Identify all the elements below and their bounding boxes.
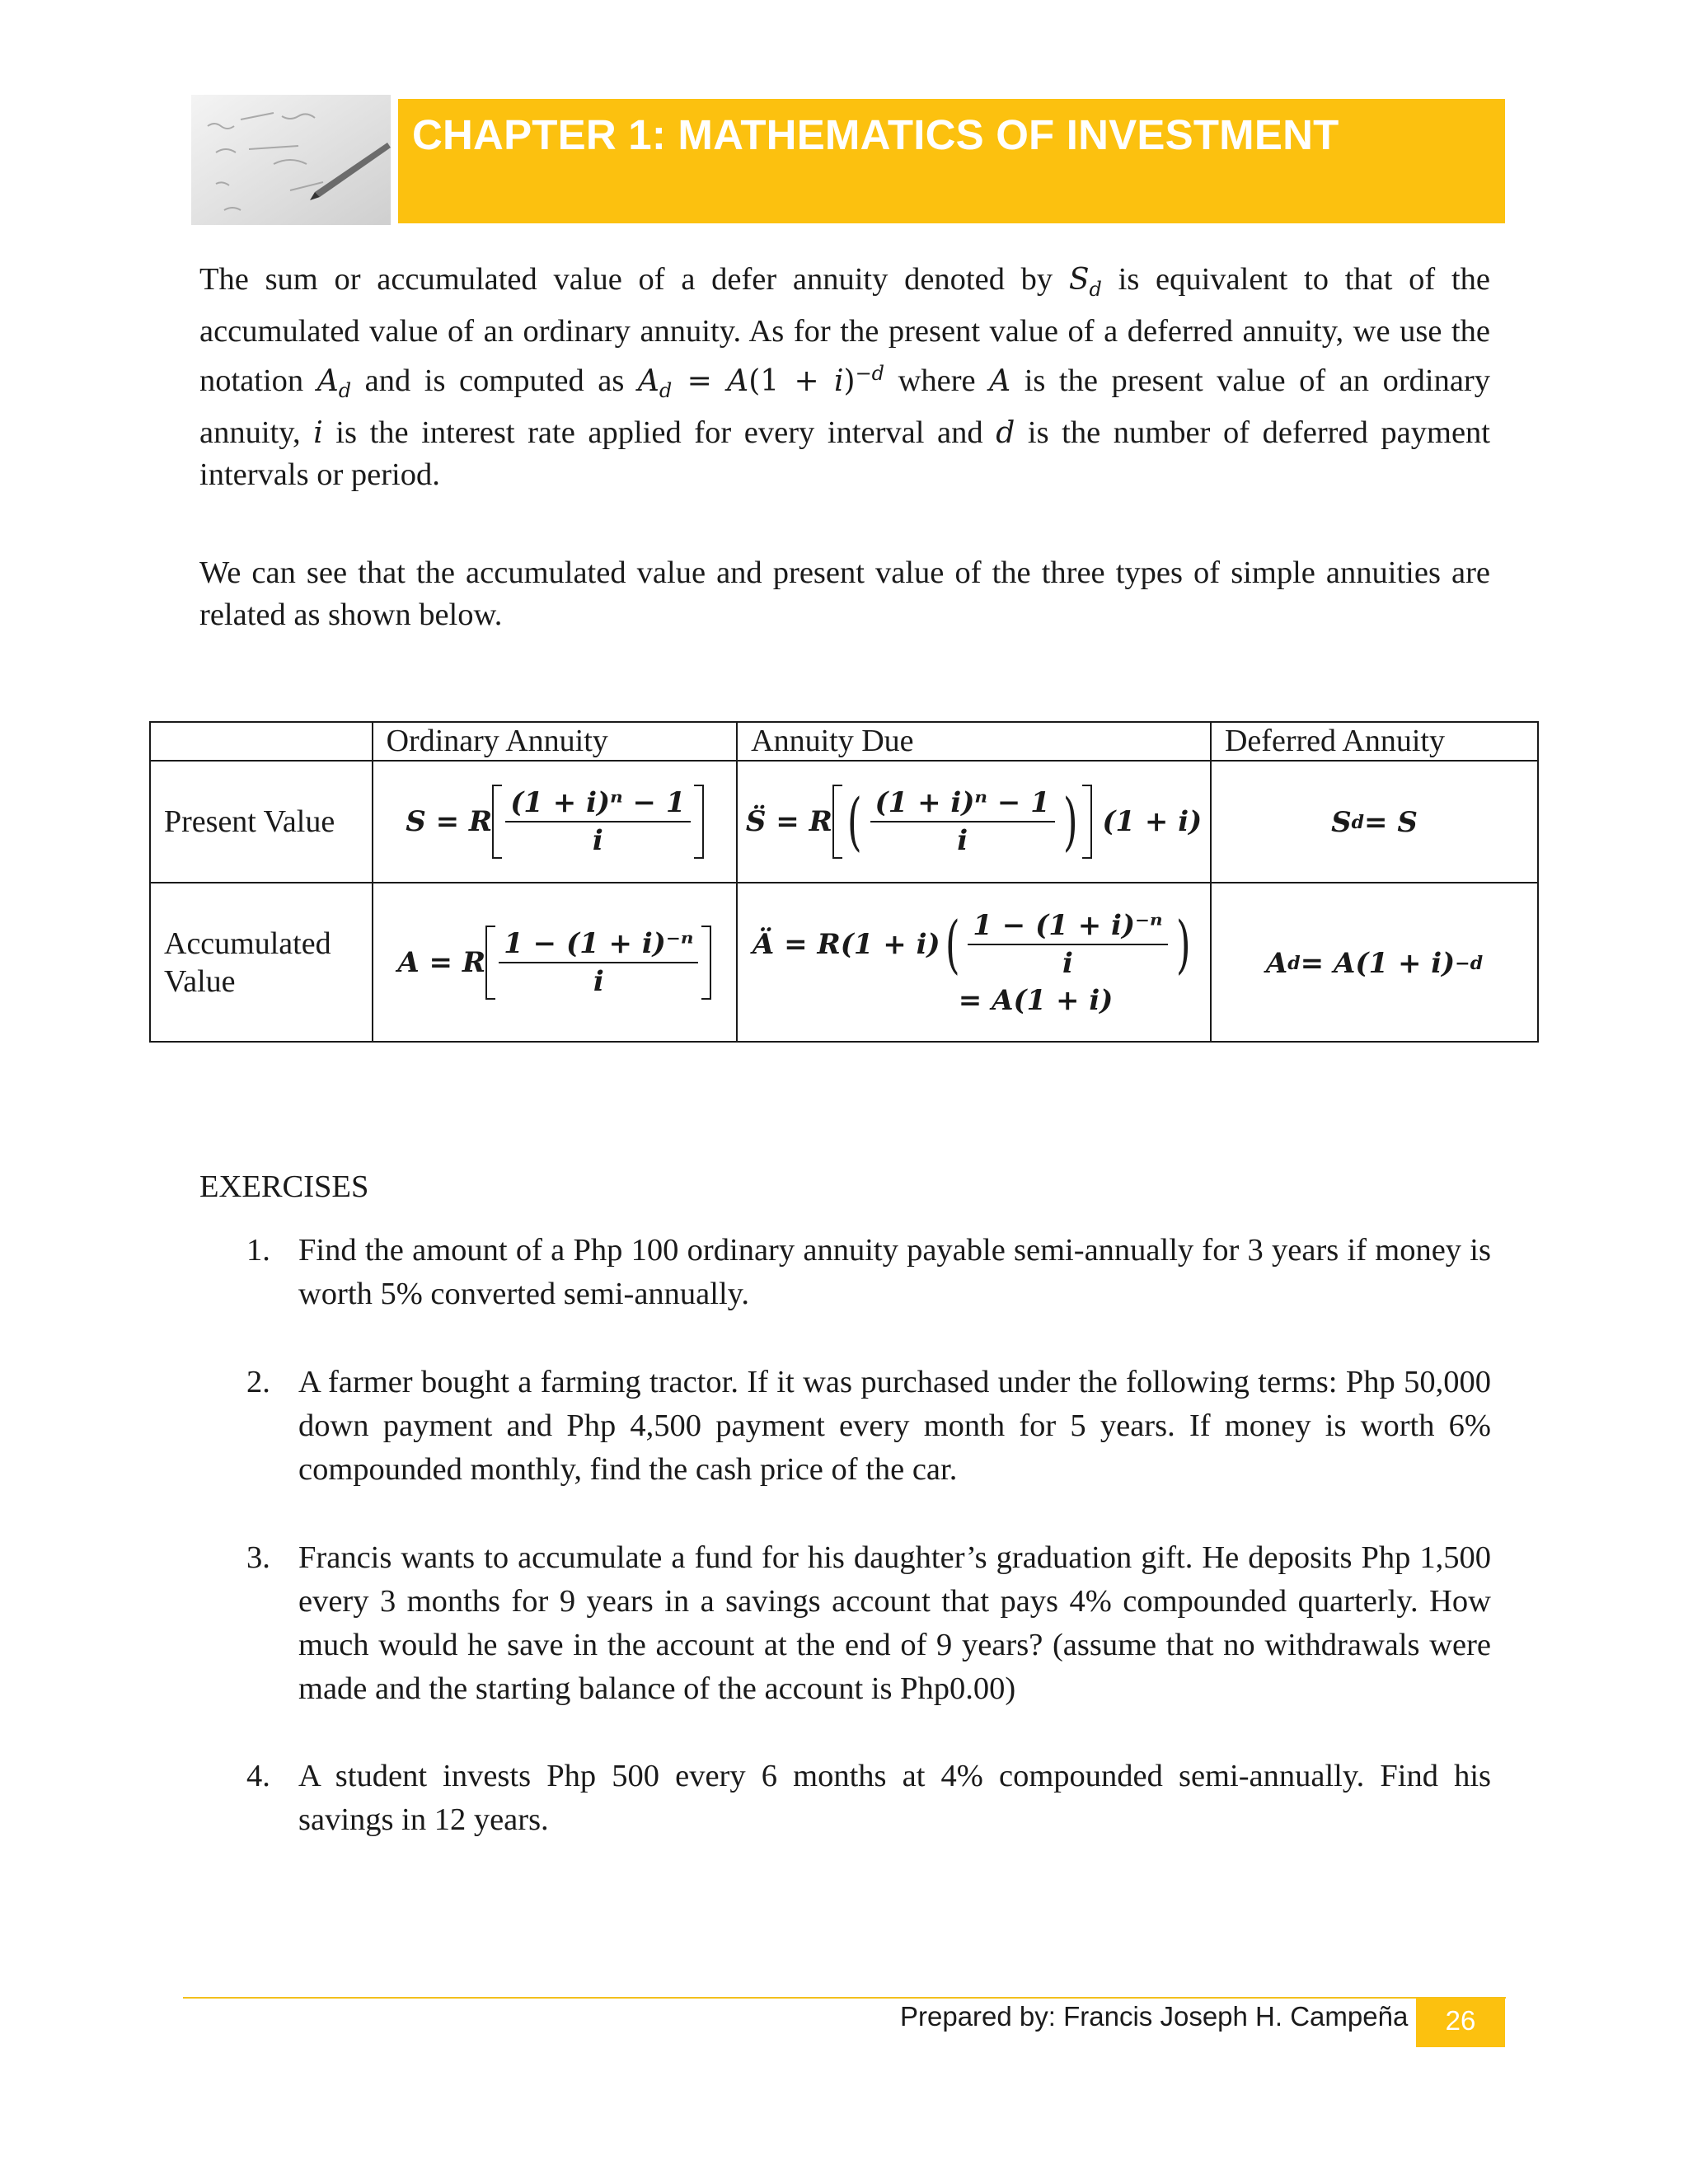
row-label-accumulated-line2: Value [164,963,236,999]
footer-author: Prepared by: Francis Joseph H. Campeña [900,2001,1409,2032]
formula-due-av-line2: = A(1 + i) [958,983,1114,1017]
formula-due-pv-num: (1 + i)ⁿ − 1 [870,785,1055,823]
col-header-ordinary: Ordinary Annuity [373,722,738,761]
formula-deferred-av: A d = A(1 + i) −d [1211,883,1538,1042]
formula-deferred-pv: S d = S [1211,761,1538,883]
exercises-title: EXERCISES [199,1169,369,1204]
formula-due-pv-tail: (1 + i) [1102,805,1203,838]
p1-text-d: where [884,363,990,399]
formula-deferred-av-rhs: = A(1 + i) [1300,946,1456,980]
p1-text-e: is the present value of an ordinary annuity, [199,363,1490,451]
formula-deferred-av-a: A [1265,946,1288,980]
exercise-item [246,1361,1491,1492]
math-notes-image [191,95,391,225]
formula-ordinary-av-lhs: A = R [397,945,486,979]
intro-paragraph-2: We can see that the accumulated value and present value of the three types of simple annuities are related as shown below. [199,555,1490,632]
exercise-text: A farmer bought a farming tractor. If it was purchased under the following terms: Php 50,000 down payment and Php 4,500 payment every month for 5 years. If money is worth 6% compounded monthly, find the cash price of the car. [298,1365,1491,1487]
table-row-present-value [150,761,1538,883]
table-corner-cell [150,722,373,761]
formula-due-pv: S̈ = R ( $\frac{\text{(1 + i)ⁿ − 1}}{i}$ ) (1 + i) [737,761,1211,883]
exercise-item [246,1229,1491,1316]
exercise-number: 1. [246,1233,270,1268]
exercise-text: A student invests Php 500 every 6 months at 4% compounded semi-annually. Find his savings in 12 years. [298,1759,1491,1837]
col-header-deferred: Deferred Annuity [1211,722,1538,761]
formula-deferred-pv-rhs: = S [1364,806,1418,839]
p1-text-a: The sum or accumulated value of a defer annuity denoted by [199,262,1069,297]
formula-ordinary-pv-num: (1 + i)ⁿ − 1 [505,785,690,823]
exercise-number: 3. [246,1540,270,1575]
col-header-due: Annuity Due [737,722,1211,761]
footer-divider [183,1997,1506,1999]
exercise-number: 2. [246,1365,270,1399]
page-title: CHAPTER 1: MATHEMATICS OF INVESTMENT [412,111,1339,158]
header-image [191,95,391,225]
formula-ordinary-pv-den: i [592,824,603,857]
page-number: 26 [1416,1998,1505,2047]
math-i: i [313,416,323,451]
formula-ordinary-av [373,883,738,1042]
formula-due-pv-den: i [957,824,968,857]
exercise-text: Find the amount of a Php 100 ordinary annuity payable semi-annually for 3 years if money is worth 5% converted semi-annually. [298,1233,1491,1311]
formula-ordinary-pv-lhs: S = R [406,805,493,838]
math-d: d [996,416,1015,451]
annuity-formula-table [149,721,1539,1041]
p1-text-g: is the number of deferred payment intervals or period. [199,415,1491,493]
formula-due-av-lhs: Ä = R(1 + i) [752,927,940,961]
table-header-row [150,722,1538,761]
math-sd: $S_d$ [1068,263,1102,302]
formula-ordinary-pv [373,761,738,883]
intro-paragraph-1 [199,259,1490,496]
row-label-present-value: Present Value [150,761,373,883]
formula-due-av-den: i [1062,946,1073,980]
exercise-number: 4. [246,1759,270,1793]
p1-text-c: and is computed as [351,363,638,399]
table-row-accumulated-value [150,883,1538,1042]
formula-due-av-num: 1 − (1 + i)⁻ⁿ [968,907,1167,945]
math-ad: $A_d$ [316,364,352,403]
exercise-text: Francis wants to accumulate a fund for his daughter’s graduation gift. He deposits Php 1,500 every 3 months for 9 years in a savings account that pays 4% compounded quarterly. How much would he save in the account at the end of 9 years? (assume that no withdrawals were made and the starting balance of the account is Php0.00) [298,1540,1491,1706]
math-ad-formula: $A_d = A(1 + i)^{-d}$ [637,362,885,403]
formula-deferred-pv-s: S [1331,806,1352,839]
formula-ordinary-av-den: i [593,964,604,998]
exercise-item [246,1755,1491,1842]
row-label-accumulated-line1: Accumulated [164,926,331,961]
math-a: A [989,364,1011,399]
exercise-item [246,1536,1491,1711]
formula-ordinary-av-num: 1 − (1 + i)⁻ⁿ [499,926,698,963]
formula-due-av: Ä = R(1 + i) ( $\frac{\text{1 − (1 + i)⁻ⁿ}}{i}$ ) = A(1 + i) [737,883,1211,1042]
row-label-accumulated-value [150,883,373,1042]
p1-text-f: is the interest rate applied for every interval and [322,415,996,451]
p1-text-b: is equivalent to that of the accumulated value of an ordinary annuity. As for the present value of a deferred annuity, we use the notation [199,262,1490,399]
formula-due-pv-lhs: S̈ = R [745,805,832,838]
